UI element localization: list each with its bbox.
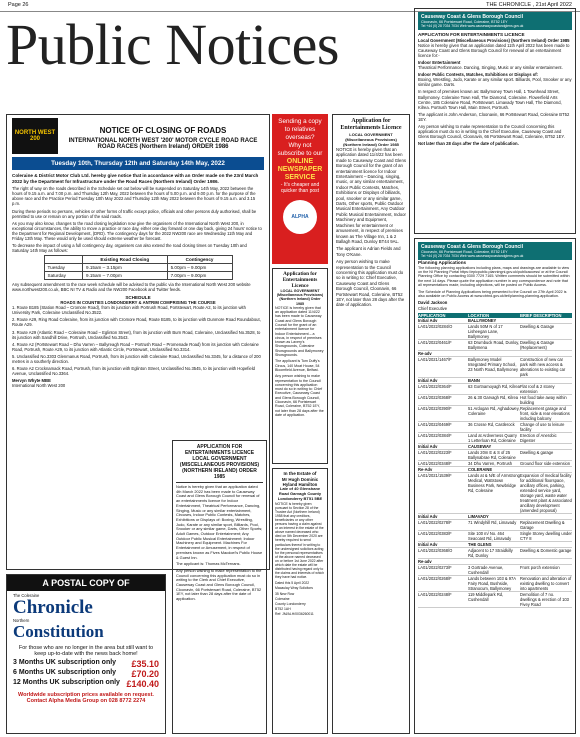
table-cell: 63 Gortnamoyagh Rd, Kilrea [468,383,520,389]
table-cell: 119 Middlepark Rd, Cushendall [468,591,504,602]
table-cell: LA01/2022/0383/F [418,530,452,536]
table-cell: Dwelling & Garage [520,323,555,329]
route-item: 5. Unclassified No.3303 Glenmanus Road, Portrush, from its junction with Coleraine Road, Unclassified No.3345, for a distance of 200 metres in a southerly direction. [12,353,261,365]
table-row [418,406,572,422]
postal-tagline: For those who are no longer in the area but still want to keep up-to-date with the news back home! [18,645,154,658]
table-cell: Initial Adv [418,317,438,323]
table-row [418,395,572,406]
closure-p2: During these periods no persons, vehicles or other forms of traffic except police, officials and other persons duly authorised, shall be permitted to use or remain on any portion of the said roads. [12,208,257,219]
closure-order: ROAD RACES (Northern Ireland) ORDER 1986 [97,143,229,150]
paper-name-constitution: Constitution [13,622,104,642]
solicitor-line: Coleraine [275,596,290,601]
sub-label: 12 Months UK subscription only [13,679,120,687]
closure-p5: Any subsequent amendment to the race week schedule will be advised to the public via the International North West 200 website www.northwest200.co.uk, BBC NI TV & Radio and the NW200 Facebook and Twitter feeds. [12,282,251,293]
licence-2-body: NOTICE is hereby given that an application dated 11/4/22 has been made to Causeway Coast and Glens Borough Council for the grant of an entertainment licence for Indoor Entertainment – a circus, in respect of premises known as Lavery's Showgrounds, Coleraine Showgrounds and Ballymoney Showgrounds. [275,305,324,358]
estate-ref: Ref: JM/ALH/0036260011 [275,611,314,616]
table-row [418,450,572,461]
table-row [418,422,572,433]
table-cell: 9.15am – 3.15pm [83,264,168,272]
schedule-heading: SCHEDULE [125,294,151,300]
table-cell: LA01/2021/1539/F [418,472,452,478]
closure-intro: Coleraine & District Motor Club Ltd. hereby give notice that in accordance with an Order made on the 23rd March 2022 by the Department for Infrastructure under the Road Races (Northern Ireland) Order 1986. [12,173,259,184]
closing-times-table [44,255,233,280]
table-cell: Change of use to leisure facility [520,421,565,432]
licence-3-heading: Application for Entertainments Licence [340,118,402,131]
table-cell [520,542,572,547]
closure-dates: Tuesday 10th, Thursday 12th and Saturday 14th May, 2022 [12,157,264,170]
table-cell: Ground floor side extension [520,460,571,466]
table-cell: LA01/2022/0284/O [418,323,453,329]
licence-fives-container [172,440,267,734]
page-title: Public Notices [6,12,339,77]
table-cell: 51 Ardogan Rd, Aghadowey, Coleraine [468,405,520,416]
table-cell: 9.15am – 7.00pm [83,272,168,280]
table-cell: LA01/2022/0364/F [418,383,452,389]
table-cell: Initial Adv [418,541,438,547]
table-cell: Tuesday [44,264,83,272]
route-item: 6. Route A2 Crocknamack Road, Portrush, from its junction with Eglinton Street, Unclassified No.3545, to its junction with Hopefield Avenue, Unclassified No.3364. [12,366,255,377]
table-cell: LA01/2022/0348/F [418,460,452,466]
table-row [418,531,572,542]
table-cell: Erection of Anerobic Digester [520,432,557,443]
sub-price: £70.20 [131,669,159,680]
solicitor-line: County Londonderry [275,601,306,606]
indoor-entertainment-heading: Indoor Entertainment [418,59,461,65]
paper-date: THE CHRONICLE , 21st April 2022 [486,2,572,8]
solicitor-line: Macaulay Wray Solicitors [275,586,313,591]
route-item: 2. Route A29, Ring Road Coleraine, from its junction with Cromore Road, Route B185, to its junction with Dunmore Road Roundabout, Route A29. [12,317,261,328]
table-cell: Dwelling & Domestic garage [520,547,572,553]
red-ad-line1: Sending a copy to relatives overseas? [278,118,322,141]
planning-council-name: Causeway Coast & Glens Borough Council [421,244,523,250]
route-item: 3. Route A29 (Atlantic Road – Coleraine Road – Eglinton Street), from its junction with Burn Road, Coleraine, Unclassified No.3528, to its junction with Sandhill Drive, Portrush, Unclassified No.3543. [12,329,261,340]
table-cell: BANN [468,377,480,383]
table-cell: Demolition of 7 no. dwellings & erection of 103 Fivey Road [520,591,569,607]
table-cell [468,559,520,564]
licence-circus [272,268,328,464]
table-cell: Ballymoney Model Integrated Primary School, 23 North Road, Ballymoney [468,356,519,372]
table-cell: LA01/2022/0461/F [418,339,452,345]
table-cell: LA01/2022/0469/F [418,421,452,427]
table-cell: LA01/2022/0368/F [418,394,452,400]
table-cell: LA01/2021/1467/F [418,356,452,362]
table-cell: Re-adv [418,350,432,356]
table-cell: Initial Adv [418,513,438,519]
route-item: 4. Route A2 (Portstewart Road – Dhu Varren – Ballyreagh Road – Portrush Road – Promenade Road) from its junction with Coleraine Road, Portrush, Route A29, to its junction with Atlantic Circle, Portstewart, Unclassified No.3314. [12,341,259,352]
table-cell: 63 Drumbuck Road, Dunloy, Ballymena [468,339,520,350]
licence-2-applicant: The applicant is Tom Duffy's Circus, 140 Moat House, 54 Bloomfield Avenue, Belfast. [275,359,320,372]
table-cell: Hot food take away within building [520,394,567,405]
table-cell: BALLYMONEY [468,317,497,323]
table-cell: 5.00pm – 9.00pm [167,264,232,272]
closure-p1: The right of way on the roads described in the Schedule set out below will be suspended on Saturday 14th May, 2022 between the hours of 9.15 a.m. and 7.00 p.m. and Thursday 12th May, 2022 between the hours of 5.00 p.m. and 9.00 p.m. for the purpose of the above race and the Practice Period Tuesday 10th May 2022 and Thursday 12th May 2022 between the hours of 9.15 a.m. and 3.15 p.m. [12,186,256,207]
table-cell: Saturday [44,272,83,280]
planning-council-address: Cloonavin, 66 Portstewart Road, Coleraine, BT52 1EY [421,250,508,254]
table-cell: Dwelling & Garage (Replacement) [520,339,555,350]
planning-heading: Planning Applications [418,260,467,265]
schedule-sub: ROADS IN COUNTIES LONDONDERRY & ANTRIM COMPRISING THE COURSE [60,300,216,306]
closure-event: INTERNATIONAL NORTH WEST '200' MOTOR CYCLE ROAD RACE [68,137,258,144]
table-cell: CAUSEWAY [468,443,492,449]
council-premises: In respect of premises known as: Ballymoney Town Hall, 1 Townhead Street, Ballymoney. Coleraine Town Hall, The Diamond, Coleraine. Flowerfield Arts Centre, 185 Coleraine Road, Portstewart. Limavady Town Hall, The Diamond, Kilrea. Portrush Town Hall, Main Street, Portrush. [418,89,562,110]
table-cell [468,351,520,356]
table-cell: Re-Adv [418,466,433,472]
table-row [418,520,572,531]
table-cell: Renovation and alteration of existing dwelling to convert into apartments [520,575,572,591]
licence-3-order: LOCAL GOVERNMENT (Miscellaneous Provisions) (Northern Ireland) Order 1985 [343,132,399,147]
table-cell: Replacement garage and front, side & rear elevations including balcony [520,405,570,421]
council-licence-sub: Local Government (Miscellaneous Provisions) (Northern Ireland) Order 1985 [418,37,570,43]
table-cell: 3 Gortrade Avenue, Cushendall [468,564,504,575]
table-cell: Front porch extension [520,564,560,570]
table-cell: Dwelling & garage [520,449,554,455]
table-cell: Lands 20m E & S of 25 Ballynabrae Rd, Coleraine [468,449,516,460]
table-cell: Initial Adv [418,443,438,449]
licence-3-objection: Any person wishing to make representation to the Council concerning this application must do so in writing to: Chief Executive, Causeway Coast and Glens Borough Council, Cloonavin, 66 Portstewart Road, Coleraine, BT52 1EY, not later than 28 days after the date of application. [336,259,405,308]
licence-3-applicant: The applicant is Adrian Fields and Tony O'Kane. [336,246,401,257]
postal-footer-1: Worldwide subscription prices available on request. [18,692,154,699]
table-header [44,256,83,264]
table-row [44,264,232,272]
table-cell: LA01/2022/0390/F [418,405,452,411]
estate-address: Late of 40 Glenshane Road Garvagh County Londonderry BT51 5BE [277,486,323,501]
table-row [44,272,232,280]
licence-2-objection: Any person wishing to make representation to the Council concerning this application must do so in writing to: Chief Executive, Causeway Coast and Glens Borough Council, Cloonavin, 66 Portstewart Road, Coleraine, BT52 1EY, not later than 28 days after the date of application. [275,374,324,417]
sub-label: 3 Months UK subscription only [13,659,117,667]
table-header: Contingency [167,256,232,264]
sub-label: 6 Months UK subscription only [13,669,117,677]
red-ad-line3: ONLINE NEWSPAPER SERVICE [277,158,323,181]
closure-p4: To decrease the impact of using a full contingency day, organisers can also extend the road closing times on Tuesday 10th and Saturday 14th May as follows: [12,243,247,254]
licence-1-body: Notice is hereby given that an application dated 4th March 2022 has been made to Causeway Coast and Glens Borough Council for renewal of an entertainments licence for Indoor Entertainment, Theatrical Performance, Dancing, Singing, Music or any similar entertainment, Circuses, Indoor Public Contests, Matches, Exhibitions or Displays of: Boxing, Wrestling, Judo, Karate or any similar sport, Billiards, Pool, Snooker or any similar game, Darts, Other Sports; Adult Games, Outdoor Entertainment; Any Outdoor Public Musical Entertainment; Indoor Machinery and Equipment. Machines For Entertainment or Amusement, in respect of premises known as Fives Macdoel's Public House & Guest Inn. [176,484,263,560]
estate-heading: In the Estate of [283,471,317,476]
licence-1-heading: APPLICATION FOR ENTERTAINMENTS LICENCE LOCAL GOVERNMENT (MISCELLANEOUS PROVISIONS) (NORTHERN IRELAND) ORDER 1985 [179,444,260,480]
table-cell: LA01/2022/0268/F [418,575,452,581]
planning-council-banner [418,242,572,260]
table-cell [520,467,572,472]
table-header: Existing Road Closing [83,256,168,264]
planning-applications-notice [414,238,576,734]
paper-prefix: Northern [13,618,30,624]
licence-2-order: LOCAL GOVERNMENT (Miscellaneous Provisions) (Northern Ireland) Order 1985 [276,289,324,306]
table-cell: 71 Windyhill Rd, Limavady [468,519,517,525]
table-cell: Lands at & N/E of Armstrong Medical, Wattstown Business Park, Newbridge Rd, Coleraine [468,472,520,493]
table-cell: Re-adv [418,558,432,564]
table-row [418,433,572,444]
postal-copy-ad [6,574,166,734]
subscription-row [7,659,165,669]
table-cell: LIMAVADY [468,513,489,519]
closure-p3: As you may also know, changes to the road closing legislation now give the organisers of the International North West 200, in exceptional circumstances, the ability to move a practice or race day, either one day forward or one day back, giving 24 hours' notice to the Department for Regional Development, (DRD). The contingency days for the 2022 NW200 race are Wednesday 11th May and Friday 13th May. These would only be used should extreme weather be forecast. [12,220,262,242]
council-p1: Notice is hereby given that an application dated 11th April 2022 has been made to Causeway Coast and Glens Borough Council for renewal of an entertainment licence for:- [418,42,570,58]
table-cell: LA01/2022/0223/F [418,449,452,455]
closure-heading: NOTICE OF CLOSING OF ROADS [99,125,227,135]
table-cell: Lands between 103 & 97A Fairy Road, Bushside, Stranocum, Ballymoney [468,575,516,591]
table-cell: Site 100 m/ No. 464 Seacoast Rd, Limavady [468,530,512,541]
planning-officer-title: Chief Executive [418,305,448,311]
estate-body: NOTICE is hereby given pursuant to Section 28 of the Trustee Act (Northern Ireland) 1958 that any creditors, beneficiaries or any other persons having a claim against or an interest in the estate of the above named deceased who died on 5th December 2020 are hereby required to send particulars thereof in writing to the undersigned solicitors acting for the personal representatives of the above named deceased on or before 1st June 2022 after which date the estate will be distributed having regard only to the claims and interests of which they have had notice. [275,501,324,580]
paper-prefix: The Coleraine [13,593,40,598]
licence-3-body: NOTICE is hereby given that an application dated 11/4/22 has been made to Causeway Coast and Glens Borough Council for the grant of an entertainment licence for Indoor Entertainment – Dancing, singing, music, or any similar entertainment, Indoor Public Contests, Matches, Exhibitions or Displays of billiards, pool, snooker or any similar game, Darts, Other sports, Public Outdoor Musical Entertainment, Any Outdoor Public Musical Entertainment, Indoor Machinery and Equipment, Machines for entertainment or amusement, in respect of premises known as The Village Inn, 1 & 2 Ballagh Road, Dunloy BT44 9AL. [336,147,406,244]
licence-1-applicant: The applicant is: Thomas McTernans. [176,561,241,567]
table-cell: THE GLENS [468,541,492,547]
table-row [418,576,572,592]
licence-1-objection: Any person wishing to make representation to the Council concerning this application must do so in writing to the Clerk and Chief Executive, Causeway Coast and Glens Borough Council, Cloonavin, 66 Portstewart Road, Coleraine, BT52 1EY, not later than 28 days after the date of application. [176,567,262,602]
postal-footer-2: Contact Alpha Media Group on 028 8772 2274 [26,698,146,705]
indoor-contests-heading: Indoor Public Contests, Matches, Exhibitions or Displays of: [418,72,539,78]
council-applicant: The applicant is John Anderson, Cloonavin, 66 Portstewart Road, Coleraine BT52 1EY. [418,111,570,122]
table-cell: LA01/2022/0248/F [418,591,452,597]
table-cell: 34 Dhu Varren, Portrush [468,460,513,466]
estate-deceased: Mr Hugh Dominic Hyland Hamilton [281,476,319,487]
col-header: LOCATION [468,312,490,318]
table-cell: 26 & 30 Garvagh Rd, Kilrea [468,394,519,400]
sub-price: £140.40 [126,679,159,690]
planning-p1: The following planning applications including plans, maps and drawings are available to view on the NI Planning Portal https://epicpublic.planningni.gov.uk/publicaccess/ or at the Council Planning Office by contacting 0300 7729 7165. Written comments should be submitted within the next 14 days. Please quote the application number in any correspondence and note that all representations made, including objections, will be posted on Public Access. [418,265,570,288]
paper-name-chronicle: Chronicle [13,597,93,619]
table-row [418,592,572,608]
table-cell [520,378,572,383]
council-licence-notice [414,8,576,234]
planning-rows [418,318,572,608]
table-cell: Lands 50M N of 17 Lisheegan Lane, Ballymoney [468,323,503,339]
table-cell: LA01/2022/0368/O [418,547,453,553]
council-objection: Any person wishing to make representation to the Council concerning this application must do so in writing to the Chief Executive, Causeway Coast and Glens Borough Council, Cloonavin, 66 Portstewart Road, Coleraine, BT52 1EY. [418,124,565,140]
licence-2-heading: Application for Entertainments Licence [282,271,318,289]
table-cell: Initial Adv [418,377,438,383]
table-cell: LA01/2022/0384/F [418,432,452,438]
table-cell: LA01/2022/0278/F [418,519,452,525]
estate-notice-final [272,468,328,734]
table-row [418,357,572,378]
signature-title: International North West 200 [12,383,66,389]
licence-1-column [174,114,222,116]
table-cell: Replacement Dwelling & Garage [520,519,565,530]
planning-officer: David Jackson [418,300,448,306]
solicitor-line: BT52 1AH [275,606,291,611]
subscription-row [7,679,165,689]
table-row [418,340,572,351]
table-cell: 7.00pm – 9.00pm [167,272,232,280]
table-cell [520,559,572,564]
council-contact: Tel +44 (0) 28 7034 7034 Web www.causewaycoastandglens.gov.uk [421,24,524,28]
sub-price: £35.10 [131,659,159,670]
licence-village-inn-final [332,114,410,734]
subscription-row [7,669,165,679]
alpha-logo: ALPHA [283,200,317,234]
table-cell [520,514,572,519]
nw200-logo: NORTH WEST 200 [12,118,58,154]
council-deadline: Not later than 28 days after the date of publication. [418,141,519,147]
table-row [418,473,572,514]
table-row [418,548,572,559]
page-number: Page 26 [8,2,29,8]
red-ad-line2: Why not subscribe to our [277,142,323,157]
table-cell: Construction of new car park with new access & alterations to existing car park [520,356,566,377]
table-cell: Single Storey dwelling under CTY 8 [520,530,572,541]
col-header: BRIEF DESCRIPTION [520,312,562,318]
council-licence-heading: APPLICATION FOR ENTERTAINMENTS LICENCE [418,32,525,37]
col-header: APPLICATION [418,312,446,318]
table-row [418,324,572,340]
red-ad-line4: - It's cheaper and quicker than post [280,182,320,194]
planning-council-contact: Tel +44 (0) 28 7034 7034 Web www.causewaycoastandglens.gov.uk [421,254,524,258]
estate-dated: Dated this 5 April 2022 [275,581,310,586]
planning-p2: The Schedule of Planning Applications being presented to the Council on 27th April 2022 is also available on Public Access at www.cbtnd.gov.uk/tet/planning-planning-application. [418,289,567,299]
table-cell: Expansion of medical facility for additional floorspace, ancillary offices, parking, extended service yard, storage yard, waste water treatment plant & associated ancillary development (amended proposal) [520,472,572,513]
table-cell: Adjacent to 17 Straidkilly Rd, Dunloy [468,547,513,558]
route-item: 1. Route B185 (Station Road – Cromore Road), from its junction with Portrush Road, Portstewart, Route A2, to its junction with University Park, Coleraine Unclassified No.3522. [12,305,246,316]
table-cell [520,318,572,323]
table-row [418,384,572,395]
solicitor-line: 35 New Row [275,591,295,596]
council-banner [418,12,572,30]
table-cell [520,444,572,449]
postal-header: A POSTAL COPY OF [7,575,165,591]
table-cell: Flat roof & 2 storey extension [520,383,555,394]
indoor-contests-items: Boxing, Wrestling, Judo, Karate or any similar sport. Billiards, Pool, Snooker or any similar game. Darts. [418,77,572,88]
council-name: Causeway Coast & Glens Borough Council [421,14,523,20]
online-subscription-ad [272,114,328,264]
council-address: Cloonavin, 66 Portstewart Road, Coleraine, BT52 1EY [421,20,508,24]
table-row [418,565,572,576]
table-cell: COLERAINE [468,466,493,472]
table-cell: Land at Ardverness Quarry 1 Letterloan Rd, Coleraine [468,432,517,443]
signature: Mervyn Whyte MBE [12,378,51,384]
table-cell: LA01/2022/0273/F [418,564,452,570]
table-cell [520,351,572,356]
indoor-entertainment-items: Theatrical Performance. Dancing, Singing, Music or any similar entertainment. [418,65,563,71]
table-cell: 36 Crosse Rd, Castlerock [468,421,515,427]
